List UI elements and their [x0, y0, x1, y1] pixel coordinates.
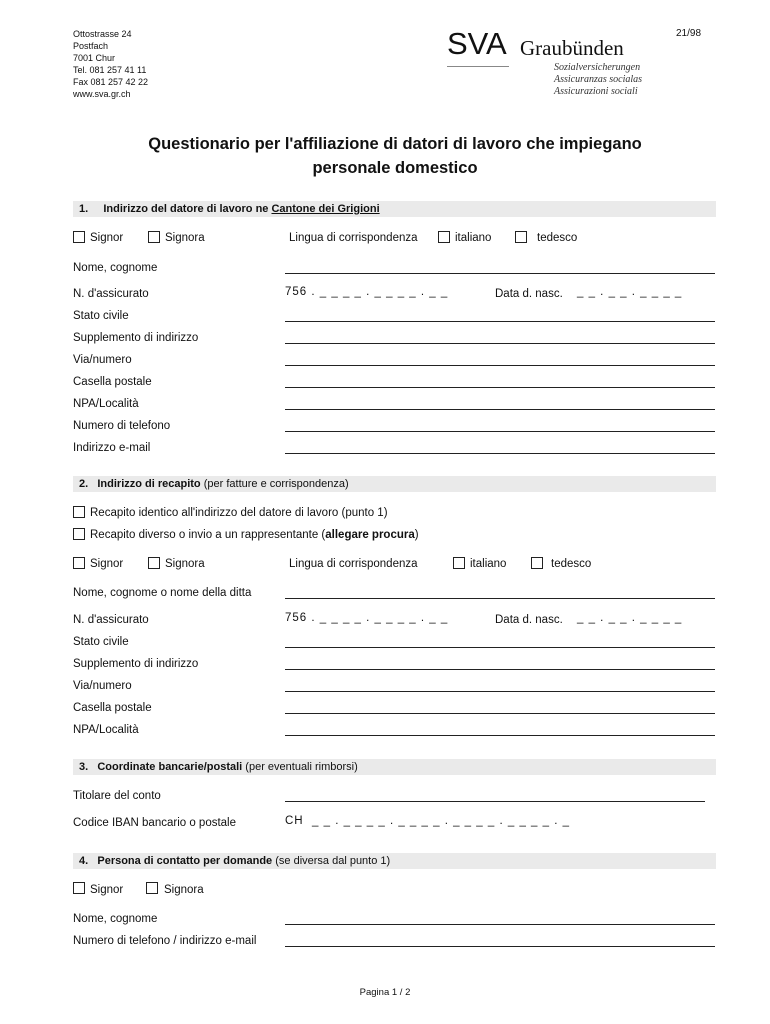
civil-status-label: Stato civile	[73, 636, 129, 648]
civil-status-label: Stato civile	[73, 310, 129, 322]
street-field[interactable]	[285, 691, 715, 692]
name-company-label: Nome, cognome o nome della ditta	[73, 587, 252, 599]
birthdate-label: Data d. nasc.	[495, 614, 563, 626]
tedesco-checkbox[interactable]	[531, 557, 543, 569]
street-field[interactable]	[285, 365, 715, 366]
title-line: personale domestico	[312, 159, 478, 177]
address-line: www.sva.gr.ch	[73, 89, 131, 99]
italiano-label: italiano	[455, 232, 492, 244]
section-1-header	[73, 201, 716, 217]
address-line: Ottostrasse 24	[73, 29, 132, 39]
signora-label: Signora	[165, 558, 205, 570]
address-supplement-field[interactable]	[285, 343, 715, 344]
ahv-number-field[interactable]	[285, 286, 448, 298]
birthdate-field[interactable]: _ _ . _ _ . _ _ _ _	[577, 612, 683, 624]
section-number: 4.	[79, 855, 89, 867]
ahv-prefix: 756 .	[285, 286, 316, 298]
signor-checkbox[interactable]	[73, 231, 85, 243]
iban-field[interactable]	[285, 815, 570, 827]
contact-phone-email-label: Numero di telefono / indirizzo e-mail	[73, 935, 257, 947]
contact-name-label: Nome, cognome	[73, 913, 158, 925]
birthdate-label: Data d. nasc.	[495, 288, 563, 300]
section-note: (per eventuali rimborsi)	[245, 761, 358, 773]
signor-label: Signor	[90, 884, 124, 896]
logo-name: Graubünden	[520, 36, 624, 60]
same-address-label: Recapito identico all'indirizzo del datore di lavoro (punto 1)	[90, 507, 388, 519]
logo-subtitle	[554, 62, 642, 98]
page-title	[90, 132, 700, 180]
po-box-field[interactable]	[285, 713, 715, 714]
signora-checkbox[interactable]	[146, 882, 158, 894]
iban-label: Codice IBAN bancario o postale	[73, 817, 237, 829]
section-note: (se diversa dal punto 1)	[275, 855, 391, 867]
address-line: Tel. 081 257 41 11	[73, 65, 147, 75]
iban-mask: _ _ . _ _ _ _ . _ _ _ _ . _ _ _ _ . _ _ _ _ . _	[312, 815, 570, 827]
ahv-mask: _ _ _ _ . _ _ _ _ . _ _	[319, 286, 449, 298]
street-label: Via/numero	[73, 680, 132, 692]
section-4-header	[73, 853, 716, 869]
page-number: Pagina 1 / 2	[359, 987, 411, 998]
address-line: Postfach	[73, 41, 109, 51]
name-field[interactable]	[285, 273, 715, 274]
address-supplement-label: Supplemento di indirizzo	[73, 332, 199, 344]
logo-subtitle-line: Sozialversicherungen	[554, 62, 641, 73]
name-label: Nome, cognome	[73, 262, 158, 274]
address-supplement-field[interactable]	[285, 669, 715, 670]
language-label: Lingua di corrispondenza	[289, 232, 418, 244]
logo-divider	[447, 66, 509, 67]
ahv-prefix: 756 .	[285, 612, 316, 624]
address-line: 7001 Chur	[73, 53, 116, 63]
name-company-field[interactable]	[285, 598, 715, 599]
section-title: Persona di contatto per domande	[97, 855, 273, 867]
contact-phone-email-field[interactable]	[285, 946, 715, 947]
section-note: (per fatture e corrispondenza)	[203, 478, 349, 490]
italiano-label: italiano	[470, 558, 507, 570]
same-address-checkbox[interactable]	[73, 506, 85, 518]
italiano-checkbox[interactable]	[453, 557, 465, 569]
tedesco-checkbox[interactable]	[515, 231, 527, 243]
civil-status-field[interactable]	[285, 321, 715, 322]
italiano-checkbox[interactable]	[438, 231, 450, 243]
phone-field[interactable]	[285, 431, 715, 432]
attach-proxy-text: allegare procura	[325, 529, 415, 541]
zip-city-field[interactable]	[285, 735, 715, 736]
different-address-end: )	[414, 529, 419, 541]
po-box-label: Casella postale	[73, 702, 152, 714]
section-title-ne: ne	[255, 203, 269, 215]
po-box-label: Casella postale	[73, 376, 152, 388]
signor-checkbox[interactable]	[73, 557, 85, 569]
signora-label: Signora	[164, 884, 204, 896]
logo-subtitle-line: Assicuranzas socialas	[554, 74, 643, 85]
zip-city-label: NPA/Località	[73, 724, 139, 736]
section-3-header	[73, 759, 716, 775]
section-2-header	[73, 476, 716, 492]
logo-subtitle-line: Assicurazioni sociali	[554, 86, 638, 97]
language-label: Lingua di corrispondenza	[289, 558, 418, 570]
section-number: 3.	[79, 761, 89, 773]
address-line: Fax 081 257 42 22	[73, 77, 149, 87]
email-label: Indirizzo e-mail	[73, 442, 151, 454]
section-number: 2.	[79, 478, 89, 490]
iban-prefix: CH	[285, 815, 304, 827]
ahv-number-label: N. d'assicurato	[73, 614, 149, 626]
tedesco-label: tedesco	[537, 232, 578, 244]
signor-label: Signor	[90, 558, 124, 570]
street-label: Via/numero	[73, 354, 132, 366]
signora-label: Signora	[165, 232, 205, 244]
email-field[interactable]	[285, 453, 715, 454]
civil-status-field[interactable]	[285, 647, 715, 648]
account-holder-label: Titolare del conto	[73, 790, 161, 802]
section-title: Indirizzo di recapito	[97, 478, 201, 490]
title-line: Questionario per l'affiliazione di datori di lavoro che impiegano	[148, 135, 642, 153]
ahv-mask: _ _ _ _ . _ _ _ _ . _ _	[319, 612, 449, 624]
section-title: Indirizzo del datore di lavoro	[103, 203, 253, 215]
different-address-text: Recapito diverso o invio a un rappresentante (	[90, 529, 326, 541]
signor-label: Signor	[90, 232, 124, 244]
section-number: 1.	[79, 203, 89, 215]
ahv-number-label: N. d'assicurato	[73, 288, 149, 300]
different-address-label	[90, 528, 419, 542]
zip-city-field[interactable]	[285, 409, 715, 410]
sender-address	[73, 28, 148, 100]
account-holder-field[interactable]	[285, 801, 705, 802]
address-supplement-label: Supplemento di indirizzo	[73, 658, 199, 670]
sva-logo	[447, 26, 677, 106]
po-box-field[interactable]	[285, 387, 715, 388]
contact-name-field[interactable]	[285, 924, 715, 925]
phone-label: Numero di telefono	[73, 420, 171, 432]
form-number: 21/98	[676, 28, 702, 39]
different-address-checkbox[interactable]	[73, 528, 85, 540]
section-title: Coordinate bancarie/postali	[97, 761, 243, 773]
signora-checkbox[interactable]	[148, 557, 160, 569]
birthdate-field[interactable]: _ _ . _ _ . _ _ _ _	[577, 286, 683, 298]
logo-sva-text: SVA	[447, 26, 507, 61]
signor-checkbox[interactable]	[73, 882, 85, 894]
signora-checkbox[interactable]	[148, 231, 160, 243]
section-title-canton: Cantone dei Grigioni	[271, 203, 380, 215]
zip-city-label: NPA/Località	[73, 398, 139, 410]
ahv-number-field[interactable]	[285, 612, 448, 624]
tedesco-label: tedesco	[551, 558, 592, 570]
